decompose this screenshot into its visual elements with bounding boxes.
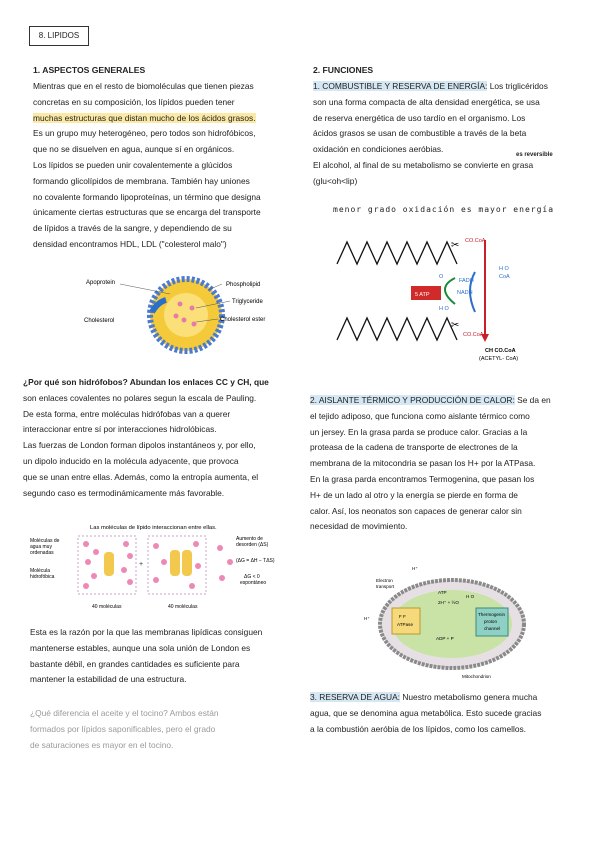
label-dg: ΔG < 0 (244, 574, 260, 580)
highlight: muchas estructuras que distan mucho de los ácidos grasos. (33, 112, 256, 123)
text-line: oxidación en condiciones aeróbias. (313, 144, 444, 155)
text-line: De esta forma, entre moléculas hidrófobas van a querer (23, 408, 231, 419)
text-line: son una forma compacta de alta densidad energética, se usa (313, 96, 540, 107)
annotation-reversible: es reversible (516, 152, 553, 158)
text-line: bastante débil, en grandes cantidades es suficiente para (30, 658, 240, 669)
subheading-reserva-agua: 3. RESERVA DE AGUA: (310, 692, 400, 702)
label-coa1: CO.CoA (465, 238, 486, 244)
label-electron: Electron (376, 578, 393, 583)
label-hydrophobic: hidrofóbica (30, 574, 55, 580)
text-line: de lípidos a través de la sangre, y dependiendo de su (33, 223, 232, 234)
text-line: necesidad de movimiento. (310, 521, 408, 532)
beta-oxidation-diagram (335, 228, 555, 368)
label-fofi: F F (399, 614, 406, 619)
text-line (310, 690, 580, 706)
label-thermogenin: Thermogenin (478, 612, 506, 617)
text-line: únicamente ciertas estructuras que se encarga del transporte (33, 207, 261, 218)
label-hydrophobic: Molécula (30, 568, 51, 574)
text-line: Esta es la razón por la que las membranas lipídicas consiguen (30, 627, 263, 637)
label-proton: proton (484, 619, 498, 624)
text-line (313, 79, 578, 95)
text-line: el tejido adiposo, que funciona como aislante térmico como (310, 410, 530, 421)
text-line: (glu<oh<lip) (313, 175, 358, 186)
label-entropy: Aumento de (236, 536, 263, 542)
svg-text:+: + (139, 561, 144, 568)
text-line: mantenerse estables, aunque una sola unión de London es (30, 642, 251, 653)
label-ch3: CH CO.CoA (485, 348, 516, 354)
hidrofobos-text (23, 375, 298, 501)
lipoprotein-diagram (80, 272, 280, 358)
label-transport: transport (376, 584, 395, 589)
text-span: Los triglicéridos (487, 81, 548, 91)
text-span: Se da en (514, 395, 551, 405)
text-line: Es un grupo muy heterogéneo, pero todos son hidrofóbicos, (33, 128, 256, 139)
label-atpase: ATPase (397, 622, 413, 627)
label-acetyl: (ACETYL- CoA) (479, 356, 519, 362)
text-line: Las fuerzas de London forman dipolos instantáneos y, por ello, (23, 440, 256, 451)
water-molecules-diagram (30, 522, 292, 614)
text-line (33, 111, 298, 127)
fig-caption: Las moléculas de lípido interaccionan entre ellas. (90, 525, 217, 531)
label-channel: channel (484, 626, 501, 631)
label-water: Moléculas de (30, 538, 60, 544)
label-count: 40 moléculas (92, 604, 122, 610)
text-line: Mientras que en el resto de biomoléculas que tienen piezas (33, 81, 254, 91)
label-h2o: H O (466, 594, 475, 599)
scissors-icon: ✂ (451, 240, 460, 251)
text-line: que no se disuelven en agua, aunque sí en orgánicos. (33, 144, 235, 155)
text-line: densidad encontramos HDL, LDL ("colesterol malo") (33, 238, 227, 249)
label-cholesterol-ester: Cholesterol ester (220, 317, 266, 323)
subheading-aislante: 2. AISLANTE TÉRMICO Y PRODUCCIÓN DE CALOR: (310, 395, 515, 405)
label-coa2: CO.CoA (463, 332, 484, 338)
label-coa-b: CoA (499, 274, 510, 280)
text-line: agua, que se denomina agua metabólica. Esto sucede gracias (310, 707, 542, 718)
section1-text (33, 79, 298, 253)
label-water: ordenadas (30, 550, 54, 556)
text-line (310, 393, 580, 409)
section2-text (313, 79, 578, 190)
text-line: ¿Qué diferencia el aceite y el tocino? Ambos están (30, 708, 219, 718)
handwritten-note: menor grado oxidación es mayor energía (333, 205, 555, 214)
page-title: 8. LIPIDOS (29, 26, 89, 46)
subheading-combustible: 1. COMBUSTIBLE Y RESERVA DE ENERGÍA: (313, 81, 488, 91)
note-text (30, 706, 298, 753)
text-line: El alcohol, al final de su metabolismo se convierte en grasa (313, 159, 534, 170)
scissors-icon: ✂ (451, 320, 460, 331)
label-o2: 2H⁺ + ½O (438, 600, 459, 605)
label-h2o-a: H O (439, 306, 449, 312)
label-h2o-b: H O (499, 266, 509, 272)
membrane-text (30, 625, 298, 688)
text-line: un jersey. En la grasa parda se produce calor. Gracias a la (310, 426, 528, 437)
label-gibbs: (ΔG = ΔH − TΔS) (236, 558, 275, 564)
section-heading-aspectos: 1. ASPECTOS GENERALES (33, 65, 146, 75)
label-o2: O (439, 274, 444, 280)
text-span: Nuestro metabolismo genera mucha (400, 692, 538, 702)
label-entropy: desorden (ΔS) (236, 542, 269, 548)
section-heading-funciones: 2. FUNCIONES (313, 65, 374, 75)
text-line: mantener la estabilidad de una estructura. (30, 674, 187, 685)
text-line: calor. Así, los neonatos son capaces de generar calor sin (310, 505, 522, 516)
label-water: agua muy (30, 544, 52, 550)
aislante-text (310, 393, 580, 535)
label-mitochondrion: Mitochondrion (462, 674, 491, 679)
text-line: formados por lípidos saponificables, pero el grado (30, 723, 216, 734)
atp-box-label: 5 ATP (415, 292, 430, 298)
label-adp: ADP + P (436, 636, 454, 641)
mitochondrion-diagram (362, 560, 537, 680)
label-spontaneous: espontáneo (240, 580, 267, 586)
text-line: concretas en su composición, los lípidos pueden tener (33, 96, 235, 107)
text-line: a la combustión aeróbia de los lípidos, como los camellos. (310, 723, 526, 734)
text-line: ¿Por qué son hidrófobos? Abundan los enlaces CC y CH, que (23, 377, 269, 387)
label-count: 40 moléculas (168, 604, 198, 610)
text-line: En la grasa parda encontramos Termogenina, que pasan los (310, 473, 535, 484)
text-line: de reserva energética de uso tardío en el organismo. Los (313, 112, 526, 123)
text-line: interaccionar entre sí por interacciones hidrolóbicas. (23, 424, 217, 435)
label-phospholipid: Phospholipid (226, 282, 261, 288)
text-line: no covalente formando lipoproteínas, un término que designa (33, 191, 261, 202)
text-line: formando glicolípidos de membrana. También hay uniones (33, 175, 250, 186)
text-line: son enlaces covalentes no polares segun la escala de Pauling. (23, 392, 257, 403)
text-line: Los lípidos se pueden unir covalentemente a glúcidos (33, 159, 233, 170)
text-line: de saturaciones es mayor en el tocino. (30, 739, 174, 750)
text-line: ácidos grasos se usan de combustible a través de la beta (313, 128, 527, 139)
label-apoprotein: Apoprotein (86, 280, 116, 286)
text-line: que se unan entre ellas. Además, como la entropía aumenta, el (23, 471, 259, 482)
label-h: H⁺ (412, 566, 418, 571)
label-triglyceride: Triglyceride (232, 299, 263, 305)
text-line: membrana de la mitocondria se pasan los H+ por la ATPasa. (310, 458, 536, 469)
label-h: H⁺ (364, 616, 370, 621)
label-atp: ATP (438, 590, 447, 595)
text-line: segundo caso es termodinámicamente más favorable. (23, 487, 225, 498)
reserva-agua-text (310, 690, 580, 737)
label-fadh: FADH (459, 278, 474, 284)
text-line: proteasa de la cadena de transporte de electrones de la (310, 442, 518, 453)
text-line: H+ de un lado al otro y la energía se pierde en forma de (310, 489, 518, 500)
text-line: un dipolo inducido en la molécula adyacente, que provoca (23, 455, 239, 466)
label-cholesterol: Cholesterol (84, 318, 115, 324)
label-nadh: NADH (457, 290, 473, 296)
